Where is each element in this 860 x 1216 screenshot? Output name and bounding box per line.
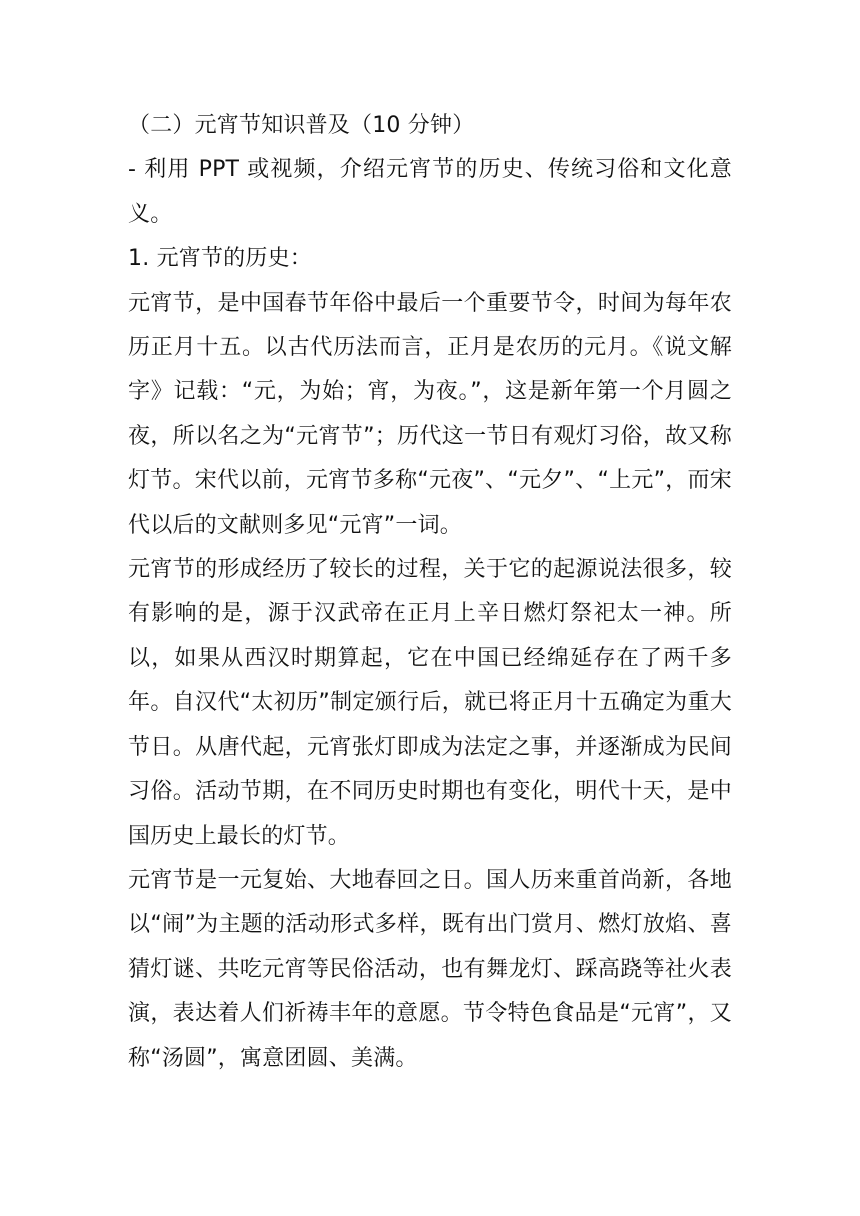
history-paragraph-2: 元宵节的形成经历了较长的过程，关于它的起源说法很多，较有影响的是，源于汉武帝在正月上辛日燃灯祭祀太一神。所以，如果从西汉时期算起，它在中国已经绵延存在了两千多年。自汉代“太初历”制定颁行后，就已将正月十五确定为重大节日。从唐代起，元宵张灯即成为法定之事，并逐渐成为民间习俗。活动节期，在不同历史时期也有变化，明代十天，是中国历史上最长的灯节。 — [128, 557, 732, 849]
history-paragraph-3: 元宵节是一元复始、大地春回之日。国人历来重首尚新，各地以“闹”为主题的活动形式多样，既有出门赏月、燃灯放焰、喜猜灯谜、共吃元宵等民俗活动，也有舞龙灯、踩高跷等社火表演，表达着人们祈祷丰年的意愿。节令特色食品是“元宵”，又称“汤圆”，寓意团圆、美满。 — [128, 867, 732, 1071]
history-paragraph-1: 元宵节，是中国春节年俗中最后一个重要节令，时间为每年农历正月十五。以古代历法而言，正月是农历的元月。《说文解字》记载：“元，为始；宵，为夜。”，这是新年第一个月圆之夜，所以名之为“元宵节”；历代这一节日有观灯习俗，故又称灯节。宋代以前，元宵节多称“元夜”、“元夕”、“上元”，而宋代以后的文献则多见“元宵”一词。 — [128, 290, 732, 538]
section-title: （二）元宵节知识普及（10 分钟） — [128, 113, 475, 138]
document-body — [128, 104, 732, 1081]
history-subheading: 1. 元宵节的历史： — [128, 246, 312, 272]
intro-paragraph: - 利用 PPT 或视频，介绍元宵节的历史、传统习俗和文化意义。 — [128, 157, 732, 227]
